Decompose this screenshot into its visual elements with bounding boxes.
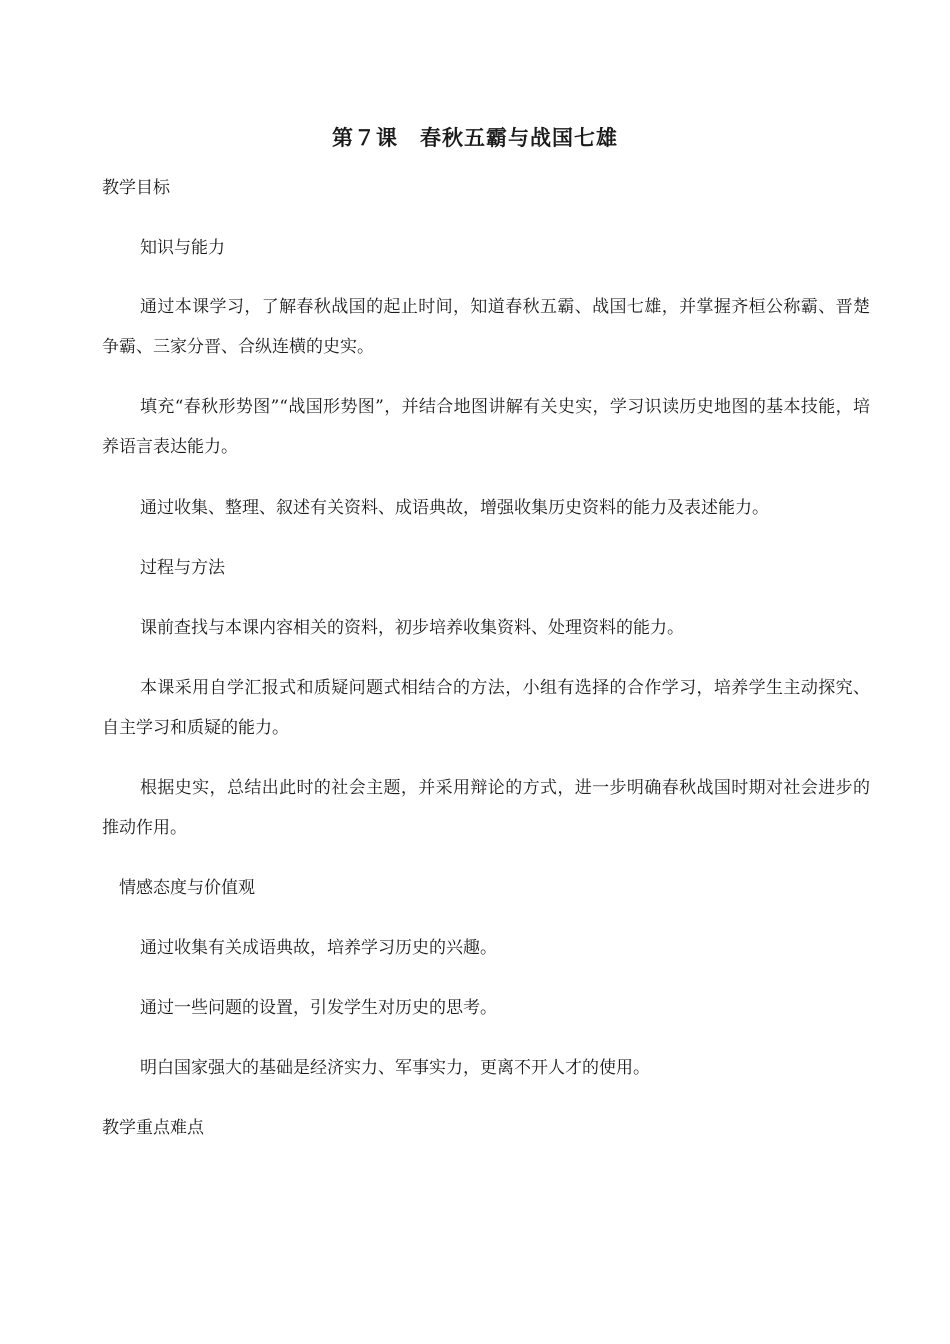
lesson-title: 第７课 春秋五霸与战国七雄 — [332, 126, 618, 150]
subheading-emotion: 情感态度与价值观 — [119, 878, 255, 898]
section-heading-objectives: 教学目标 — [102, 178, 170, 198]
subheading-knowledge: 知识与能力 — [140, 238, 225, 258]
paragraph-knowledge-3: 通过收集、整理、叙述有关资料、成语典故，增强收集历史资料的能力及表述能力。 — [140, 498, 769, 518]
section-heading-keypoints: 教学重点难点 — [102, 1118, 204, 1138]
paragraph-knowledge-1: 通过本课学习，了解春秋战国的起止时间，知道春秋五霸、战国七雄，并掌握齐桓公称霸、晋楚争霸、三家分晋、合纵连横的史实。 — [102, 297, 870, 357]
paragraph-process-3: 根据史实，总结出此时的社会主题，并采用辩论的方式，进一步明确春秋战国时期对社会进步的推动作用。 — [102, 778, 870, 838]
subheading-process: 过程与方法 — [140, 558, 225, 578]
paragraph-process-2: 本课采用自学汇报式和质疑问题式相结合的方法，小组有选择的合作学习，培养学生主动探究、自主学习和质疑的能力。 — [102, 678, 870, 738]
paragraph-emotion-3: 明白国家强大的基础是经济实力、军事实力，更离不开人才的使用。 — [140, 1058, 650, 1078]
paragraph-knowledge-2: 填充“春秋形势图”“战国形势图”，并结合地图讲解有关史实，学习识读历史地图的基本技能，培养语言表达能力。 — [102, 397, 870, 457]
paragraph-emotion-1: 通过收集有关成语典故，培养学习历史的兴趣。 — [140, 938, 497, 958]
paragraph-emotion-2: 通过一些问题的设置，引发学生对历史的思考。 — [140, 998, 497, 1018]
paragraph-process-1: 课前查找与本课内容相关的资料，初步培养收集资料、处理资料的能力。 — [140, 618, 684, 638]
